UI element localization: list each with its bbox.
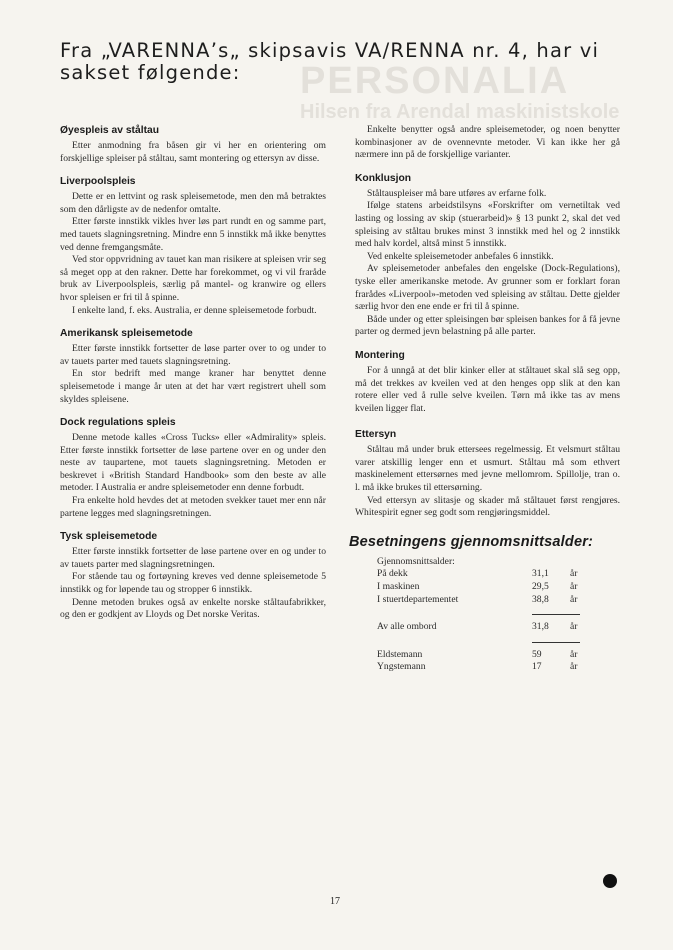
table-row — [377, 649, 620, 662]
paragraph: Fra enkelte hold hevdes det at metoden svekker tauet mer enn når partene legges med slagningsretningen. — [60, 495, 326, 519]
row-value: 17 — [532, 661, 542, 673]
paragraph: Etter første innstikk vikles hver løs part rundt en og samme part, med tauets slagningsretning. Mindre enn 5 innstikk må ikke benyttes ved denne fremgangsmåte. — [60, 216, 326, 253]
paragraph: Ståltau må under bruk ettersees regelmessig. Et velsmurt ståltau varer atskillig lenger enn et usmurt. Ståltau må som ethvert maskinelement ettersørnes med jevne mellomrom. Spillolje, tran o. l. må ikke brukes til ettersørning. — [355, 444, 620, 494]
article-section — [60, 327, 326, 406]
paragraph: Enkelte benytter også andre spleisemetoder, og noen benytter kombinasjoner av de ovennevnte metoder. Vi kan ikke her gå nærmere inn på de forskjellige varianter. — [355, 124, 620, 161]
bleed-through-line: PERSONALIA — [300, 62, 570, 102]
row-value: 38,8 — [532, 593, 549, 605]
table-row — [377, 581, 620, 594]
paragraph: Av spleisemetoder anbefales den engelske (Dock-Regulations), tyske eller amerikanske metode. Av grunner som er forklart foran frarådes «Liverpool»-metoden ved spleising av ståltau. Dette gjelder særlig hvor den ene ende er fri til å spinne. — [355, 263, 620, 313]
article-section — [355, 124, 620, 162]
left-column — [60, 124, 326, 632]
row-unit: år — [570, 661, 578, 673]
article-section — [60, 124, 326, 165]
divider — [532, 614, 580, 615]
paragraph: Etter anmodning fra båsen gir vi her en orientering om forskjellige spleiser på ståltau, samt montering og ettersyn av disse. — [60, 140, 326, 164]
article-section — [355, 428, 620, 520]
section-heading: Øyespleis av ståltau — [60, 125, 160, 136]
page-title: Fra „VARENNA’s„ skipsavis VA/RENNA nr. 4, har vi sakset følgende: — [60, 39, 600, 84]
section-heading: Amerikansk spleisemetode — [60, 328, 193, 340]
table-row — [377, 568, 620, 581]
row-label: I stuertdepartementet — [377, 593, 459, 605]
section-heading: Tysk spleisemetode — [60, 531, 158, 543]
row-value: 31,8 — [532, 621, 549, 633]
table-row — [377, 661, 620, 674]
section-heading: Liverpoolspleis — [60, 176, 136, 188]
row-unit: år — [570, 593, 578, 605]
article-section — [355, 172, 620, 339]
punch-hole-mark — [603, 874, 617, 888]
section-heading: Dock regulations spleis — [60, 417, 176, 429]
paragraph: Både under og etter spleisingen bør spleisen bankes for å få jevne parter og dermed jevn belastning på alle parter. — [355, 313, 620, 338]
paragraph: Dette er en lettvint og rask spleisemetode, men den må betraktes som den dårligste av de nedenfor omtalte. — [60, 191, 326, 215]
paragraph: Ifølge statens arbeidstilsyns «Forskrifter om vernetiltak ved lasting og lossing av skip (stuerarbeid)» § 13 punkt 2, skal det ved spleising av ståltau brukes minst 3 innstikk med hel og 2 innstikk med halv kordel, altså minst 5 innstikk. — [355, 200, 620, 250]
paragraph: Ved enkelte spleisemetoder anbefales 6 innstikk. — [367, 250, 554, 262]
bleed-through-line: Hilsen fra Arendal maskinistskole — [300, 101, 620, 122]
row-value: 31,1 — [532, 568, 549, 580]
paragraph: Etter første innstikk fortsetter de løse parter over to og under to av tauets parter med tauets slagningsretning. — [60, 343, 326, 367]
paragraph: Denne metode kalles «Cross Tucks» eller «Admirality» spleis. Etter første innstikk fortsetter de løse partene over en og under den neste av taupartene, mot tauets slagningsretning. Metoden er beskrevet i «British Standard Handbook» som den beste av alle metoder. I Australia er andre spleisemetoder enn denne forbudt. — [60, 432, 326, 494]
page-number: 17 — [330, 896, 340, 907]
right-column — [349, 124, 620, 674]
article-section — [60, 175, 326, 317]
section-heading: Konklusjon — [355, 172, 412, 184]
article-section — [355, 349, 620, 415]
paragraph: Ved stor oppvridning av tauet kan man risikere at spleisen vrir seg så meget opp at den rakner. Dette har forekommet, og vi vil fraråde bruk av Liverpoolspleis, særlig på mantel- og kranwire og ellers hvor spleisen er fri til å spinne. — [60, 254, 326, 303]
average-age-intro: Gjennomsnittsalder: — [377, 555, 455, 567]
row-label: Yngstemann — [377, 661, 426, 673]
section-heading: Ettersyn — [355, 429, 397, 441]
article-section — [60, 530, 326, 622]
average-age-table — [355, 556, 620, 674]
row-label: Eldstemann — [377, 648, 423, 660]
paragraph: I enkelte land, f. eks. Australia, er denne spleisemetode forbudt. — [72, 304, 317, 316]
divider — [532, 642, 580, 643]
row-unit: år — [570, 581, 578, 593]
paragraph: Denne metoden brukes også av enkelte norske ståltaufabrikker, og den er godkjent av Lloyds og Det norske Veritas. — [60, 596, 326, 621]
row-value: 59 — [532, 648, 542, 660]
paragraph: Ståltauspleiser må bare utføres av erfarne folk. — [367, 187, 547, 199]
row-unit: år — [570, 648, 578, 660]
article-section — [60, 416, 326, 520]
row-value: 29,5 — [532, 581, 549, 593]
section-heading: Montering — [355, 349, 405, 361]
paragraph: En stor bedrift med mange kraner har benyttet denne spleisemetode i mange år uten at det har vært registrert uhell som skyldes spleisene. — [60, 368, 326, 405]
row-unit: år — [570, 568, 578, 580]
paragraph: Ved ettersyn av slitasje og skader må ståltauet først rengjøres. Whitespirit egner seg godt som rengjøringsmiddel. — [355, 494, 620, 519]
paragraph: For å unngå at det blir kinker eller at ståltauet skal slå seg opp, må det trekkes av kveilen ved at den henges opp slik at den kan rotere eller ved å rulle selve kveilen. Tørn må ikke tas av mens kveilen ligger flat. — [355, 364, 620, 414]
paragraph: For stående tau og fortøyning kreves ved denne spleisemetode 5 innstikk og for løpende tau og stropper 6 innstikk. — [60, 571, 326, 596]
paragraph: Etter første innstikk fortsetter de løse partene over en og under to av tauets parter med slagningsretningen. — [60, 546, 326, 570]
row-label: På dekk — [377, 568, 408, 580]
row-label: I maskinen — [377, 581, 420, 593]
row-label: Av alle ombord — [377, 621, 437, 633]
total-row — [377, 621, 620, 634]
row-unit: år — [570, 621, 578, 633]
average-age-heading: Besetningens gjennomsnittsalder: — [349, 533, 594, 550]
table-row — [377, 594, 620, 607]
